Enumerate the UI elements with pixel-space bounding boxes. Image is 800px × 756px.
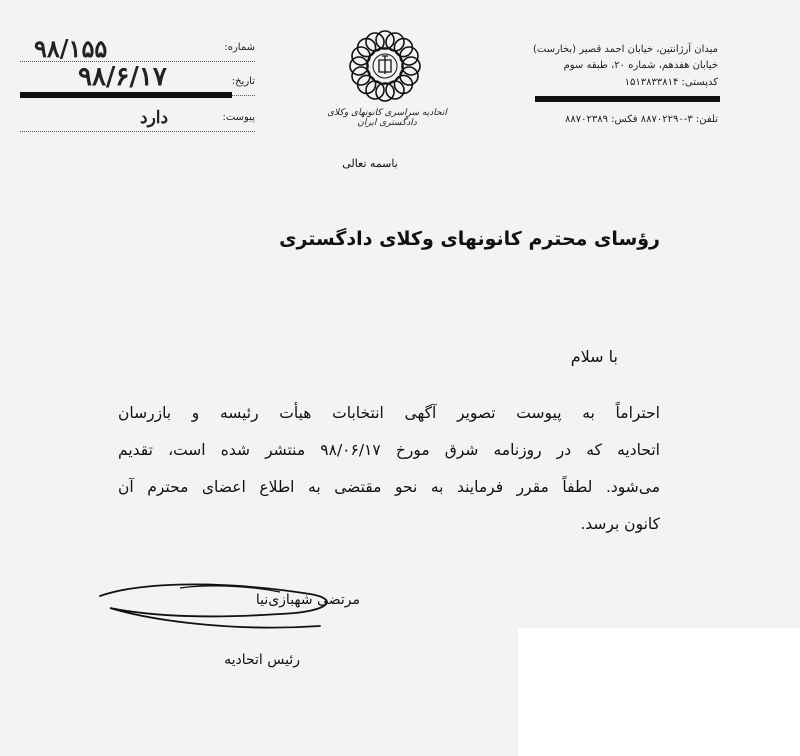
header-bar-left (20, 92, 232, 98)
header-bar-right (535, 96, 720, 102)
signatory-name: مرتضی شهبازی‌نیا (255, 592, 360, 608)
number-row (20, 34, 255, 64)
letter-date: ۹۸/۶/۱۷ (78, 62, 167, 92)
body-line: کانون برسد. (580, 515, 660, 533)
attachment-value: دارد (140, 108, 169, 128)
signature-scribble-icon (80, 574, 380, 644)
address-line-2: خیابان هفدهم، شماره ۲۰، طبقه سوم (563, 60, 718, 71)
attachment-label: پیوست: (222, 112, 255, 123)
postal-code: کدپستی: ۱۵۱۳۸۳۳۸۱۴ (624, 77, 718, 88)
letter-body (118, 395, 660, 543)
address-line-1: میدان آرژانتین، خیابان احمد قصیر (بخارست) (532, 44, 718, 55)
greeting: با سلام (570, 347, 618, 366)
invocation: باسمه تعالی (342, 157, 398, 170)
letter-title: رؤسای محترم کانونهای وکلای دادگستری (279, 228, 660, 250)
contact-info: تلفن: ۳-۸۸۷۰۲۲۹۰ فکس: ۸۸۷۰۲۳۸۹ (564, 114, 718, 125)
organization-name: اتحادیه سراسری کانونهای وکلای دادگستری ایران (327, 108, 447, 128)
number-label: شماره: (224, 42, 255, 53)
attachment-row (20, 104, 255, 134)
blank-region (518, 628, 800, 756)
letter-number: ۹۸/۱۵۵ (34, 34, 108, 63)
date-label: تاریخ: (231, 76, 255, 87)
signatory-title: رئیس اتحادیه (224, 652, 300, 668)
attachment-dotted-line (20, 131, 255, 132)
body-line: می‌شود. لطفاً مقرر فرمایند به نحو مقتضی به اطلاع اعضای محترم آن (118, 478, 660, 496)
body-line: اتحادیه که در روزنامه شرق مورخ ۹۸/۰۶/۱۷ منتشر شده است، تقدیم (118, 441, 660, 459)
body-line: احتراماً به پیوست تصویر آگهی انتخابات هیأت رئیسه و بازرسان (118, 404, 660, 422)
